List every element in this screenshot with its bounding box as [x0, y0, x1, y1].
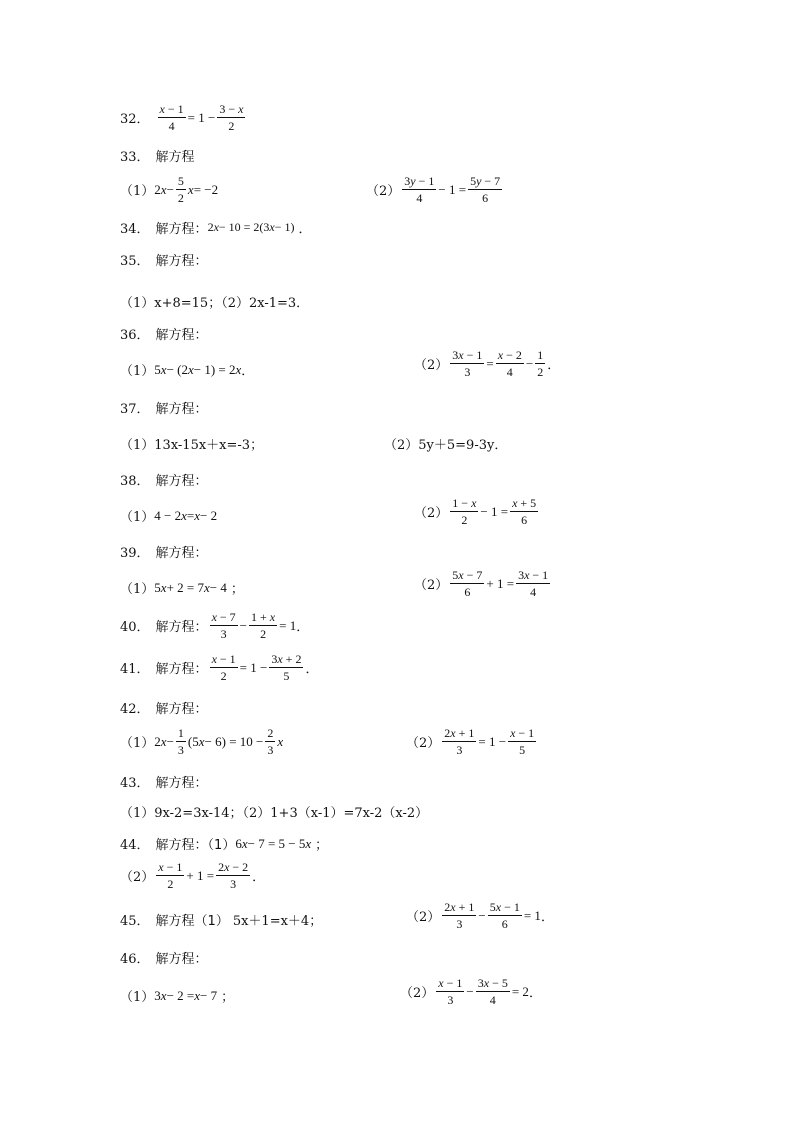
- part-label: （2）: [400, 986, 435, 1001]
- problem-35-body: [120, 292, 309, 311]
- problem-36-part-1: [120, 360, 254, 379]
- equation: $\frac{x - 1}{4}$ = 1 − $\frac{3 - x}{2}$: [159, 102, 244, 133]
- problem-title: 解方程：: [155, 328, 208, 343]
- equation: $\frac{1 - x}{2}$ − 1 = $\frac{x + 5}{6}$: [452, 496, 537, 527]
- equation: $\frac{5x - 7}{6}$ + 1 = $\frac{3x - 1}{4}$: [452, 568, 549, 599]
- problem-33-title: [120, 146, 195, 165]
- punctuation: ．: [252, 870, 266, 885]
- problem-number: 46．: [120, 952, 150, 967]
- punctuation: ．: [296, 620, 310, 635]
- problem-32: [120, 102, 247, 133]
- part-label: （1）: [120, 736, 155, 751]
- problem-text: （1）13x-15x＋x=-3；: [120, 438, 264, 453]
- problem-43-title: [120, 772, 208, 791]
- problem-46-part-2: [400, 976, 542, 1007]
- punctuation: ．: [540, 910, 554, 925]
- problem-number: 40．: [120, 620, 150, 635]
- part-label: （2）: [366, 184, 401, 199]
- problem-number: 32．: [120, 112, 150, 127]
- problem-43-body: [120, 802, 428, 821]
- problem-38-title: [120, 470, 208, 489]
- problem-36-title: [120, 324, 208, 343]
- part-label: （2）: [414, 506, 449, 521]
- equation: $\frac{3x - 1}{3}$ = $\frac{x - 2}{4}$ − $\frac{1}{2}$: [452, 348, 544, 379]
- part-label: （2）: [406, 736, 441, 751]
- problem-title: 解方程：: [155, 546, 208, 561]
- problem-text: （2）5y＋5=9-3y．: [384, 438, 508, 453]
- problem-42-part-1: [120, 726, 283, 757]
- problem-title: 解方程：（1）: [155, 838, 236, 853]
- equation: 4 − 2 x = x − 2: [154, 507, 218, 523]
- problem-title: 解方程：: [155, 474, 208, 489]
- equation: 5 x − (2 x − 1) = 2 x: [154, 361, 242, 377]
- problem-46-title: [120, 948, 208, 967]
- problem-39-title: [120, 542, 208, 561]
- problem-title: 解方程：: [155, 662, 208, 677]
- problem-42-title: [120, 698, 208, 717]
- problem-34: [120, 218, 312, 237]
- equation: 2 x − $\frac{5}{2}$ x = −2: [154, 174, 219, 205]
- problem-title: 解方程：: [155, 952, 208, 967]
- equation: $\frac{x - 1}{2}$ + 1 = $\frac{2x - 2}{3}$: [158, 860, 249, 891]
- problem-42-part-2: [406, 726, 538, 757]
- problem-41: [120, 652, 318, 683]
- problem-text: 5x＋1=x＋4；: [232, 914, 323, 929]
- problem-title: 解方程：: [155, 620, 208, 635]
- equation: 6 x − 7 = 5 − 5 x: [235, 835, 312, 851]
- punctuation: ；: [315, 838, 329, 853]
- problem-text: （1）9x-2=3x-14；（2）1+3（x-1）=7x-2（x-2）: [120, 806, 429, 821]
- problem-title: 解方程: [155, 150, 195, 165]
- equation: 2 x − 10 = 2(3 x − 1): [207, 220, 295, 234]
- problem-37-part-1: [120, 434, 263, 453]
- problem-number: 34．: [120, 222, 150, 237]
- punctuation: ．: [305, 662, 319, 677]
- equation: 5 x + 2 = 7 x − 4: [154, 579, 227, 595]
- part-label: （1）: [120, 184, 155, 199]
- problem-33-part-2: [366, 174, 504, 205]
- problem-title: 解方程：: [155, 402, 208, 417]
- problem-46-part-1: [120, 986, 234, 1005]
- problem-38-part-2: [414, 496, 540, 527]
- problem-number: 42．: [120, 702, 150, 717]
- part-label: （2）: [414, 358, 449, 373]
- problem-title: 解方程：: [155, 222, 208, 237]
- problem-number: 37．: [120, 402, 150, 417]
- equation: $\frac{2x + 1}{3}$ − $\frac{5x - 1}{6}$ = 1: [444, 900, 541, 931]
- punctuation: ；: [221, 990, 235, 1005]
- problem-title: 解方程：: [155, 776, 208, 791]
- part-label: （2）: [414, 578, 449, 593]
- punctuation: ．: [528, 986, 542, 1001]
- problem-44-part-1: [120, 834, 328, 853]
- equation: $\frac{2x + 1}{3}$ = 1 − $\frac{x - 1}{5}$: [444, 726, 535, 757]
- problem-44-part-2: [120, 860, 265, 891]
- equation: $\frac{x - 1}{2}$ = 1 − $\frac{3x + 2}{5}$: [211, 652, 302, 683]
- equation: $\frac{x - 1}{3}$ − $\frac{3x - 5}{4}$ = 2: [438, 976, 529, 1007]
- part-label: （1）: [120, 364, 155, 379]
- equation: $\frac{x - 7}{3}$ − $\frac{1 + x}{2}$ = 1: [211, 610, 297, 641]
- problem-33-part-1: [120, 174, 218, 205]
- part-label: （1）: [120, 510, 155, 525]
- punctuation: ．: [241, 364, 255, 379]
- punctuation: ．: [298, 222, 312, 237]
- problem-35-title: [120, 250, 208, 269]
- problem-38-part-1: [120, 506, 217, 525]
- equation: 2 x − $\frac{1}{3}$ (5 x − 6) = 10 − $\frac{2}{3}$ x: [154, 726, 284, 757]
- problem-number: 44．: [120, 838, 150, 853]
- problem-37-part-2: [384, 434, 507, 453]
- problem-number: 39．: [120, 546, 150, 561]
- problem-37-title: [120, 398, 208, 417]
- equation: $\frac{3y - 1}{4}$ − 1 = $\frac{5y - 7}{6}$: [404, 174, 501, 205]
- problem-number: 45．: [120, 914, 150, 929]
- part-label: （2）: [120, 870, 155, 885]
- problem-title: 解方程：: [155, 702, 208, 717]
- problem-39-part-1: [120, 578, 244, 597]
- problem-40: [120, 610, 309, 641]
- problem-title: 解方程：: [155, 254, 208, 269]
- part-label: （2）: [406, 910, 441, 925]
- problem-number: 33．: [120, 150, 150, 165]
- punctuation: ．: [547, 358, 561, 373]
- part-label: （1）: [120, 990, 155, 1005]
- problem-number: 38．: [120, 474, 150, 489]
- problem-45-part-2: [406, 900, 554, 931]
- problem-title: 解方程（1）: [155, 914, 229, 929]
- problem-number: 36．: [120, 328, 150, 343]
- part-label: （1）: [120, 582, 155, 597]
- problem-number: 43．: [120, 776, 150, 791]
- equation: 3 x − 2 = x − 7: [154, 987, 218, 1003]
- problem-text: （1）x+8=15；（2）2x-1=3．: [120, 296, 310, 311]
- problem-36-part-2: [414, 348, 560, 379]
- punctuation: ；: [230, 582, 244, 597]
- problem-number: 35．: [120, 254, 150, 269]
- problem-number: 41．: [120, 662, 150, 677]
- problem-45-part-1: [120, 910, 322, 929]
- problem-39-part-2: [414, 568, 552, 599]
